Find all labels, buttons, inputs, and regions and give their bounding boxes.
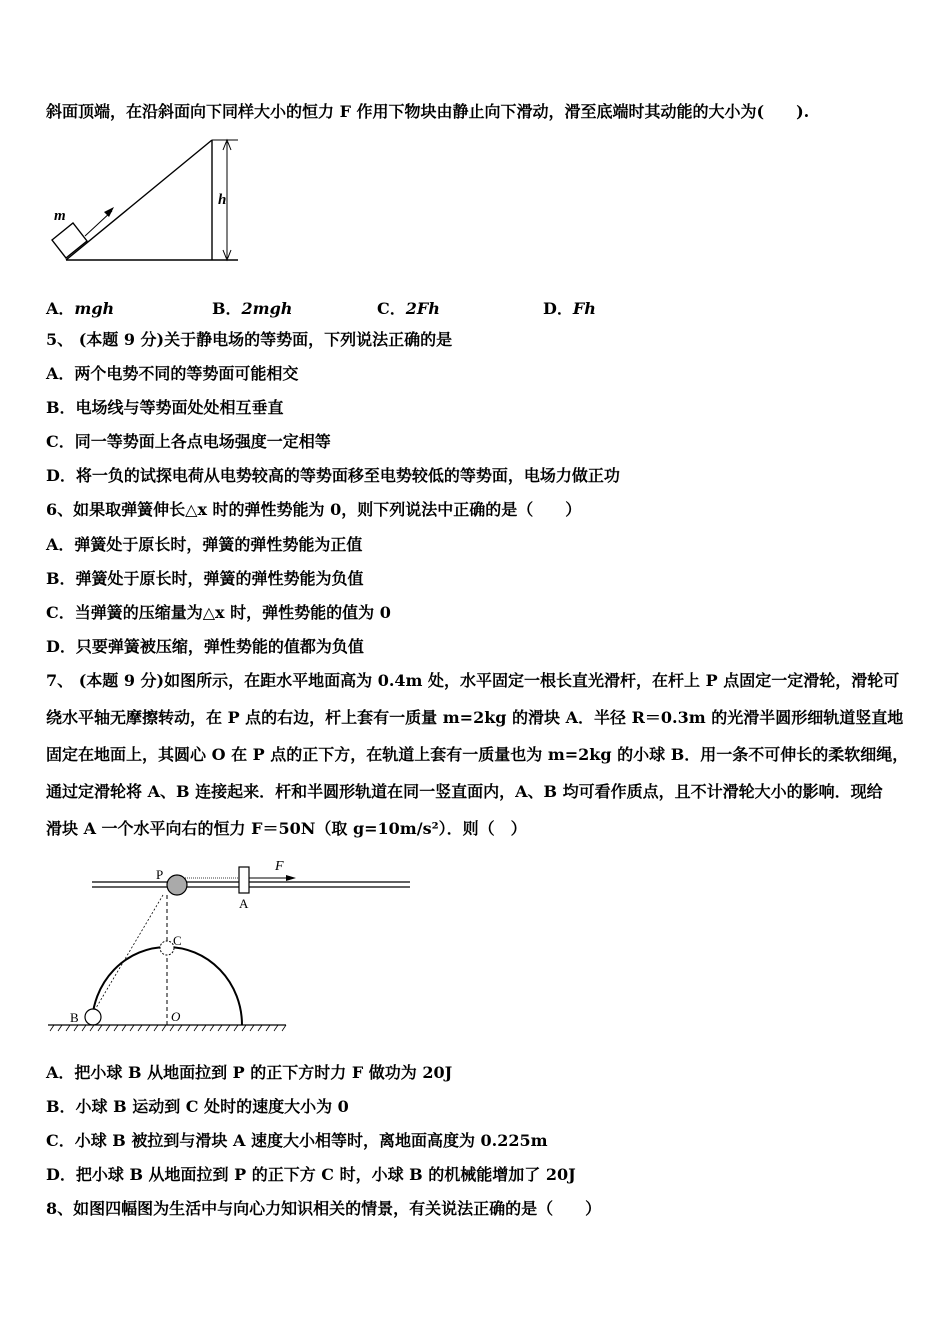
q6-stem: 6、如果取弹簧伸长△x 时的弹性势能为 0，则下列说法中正确的是（ ） [46, 500, 582, 519]
q6-option-a[interactable]: A．弹簧处于原长时，弹簧的弹性势能为正值 [46, 535, 363, 554]
q5-option-d[interactable]: D．将一负的试探电荷从电势较高的等势面移至电势较低的等势面，电场力做正功 [46, 466, 620, 485]
pulley-track-figure [46, 855, 416, 1040]
label-o: O [171, 1009, 181, 1024]
label-p: P [156, 867, 164, 882]
q6-option-b[interactable]: B．弹簧处于原长时，弹簧的弹性势能为负值 [46, 569, 364, 588]
q7-option-a[interactable]: A．把小球 B 从地面拉到 P 的正下方时力 F 做功为 20J [46, 1063, 453, 1082]
q8-stem: 8、如图四幅图为生活中与向心力知识相关的情景，有关说法正确的是（ ） [46, 1199, 602, 1218]
q7-stem-line-4: 通过定滑轮将 A、B 连接起来．杆和半圆形轨道在同一竖直面内，A、B 均可看作质点，且不计滑轮大小的影响．现给 [46, 782, 883, 801]
q7-option-d[interactable]: D．把小球 B 从地面拉到 P 的正下方 C 时，小球 B 的机械能增加了 20J [46, 1165, 576, 1184]
q5-option-c[interactable]: C．同一等势面上各点电场强度一定相等 [46, 432, 331, 451]
q5-option-b[interactable]: B．电场线与等势面处处相互垂直 [46, 398, 284, 417]
height-label: h [218, 192, 227, 208]
q4-option-b[interactable]: B．2mgh [212, 299, 293, 318]
q7-stem-line-1: 7、 (本题 9 分)如图所示，在距水平地面高为 0.4m 处，水平固定一根长直光滑杆，在杆上 P 点固定一定滑轮，滑轮可 [46, 671, 900, 690]
q7-stem-line-5: 滑块 A 一个水平向右的恒力 F＝50N（取 g=10m/s²）．则（ ） [46, 819, 527, 838]
q5-stem: 5、 (本题 9 分)关于静电场的等势面，下列说法正确的是 [46, 330, 453, 349]
q4-stem-tail: 斜面顶端，在沿斜面向下同样大小的恒力 F 作用下物块由静止向下滑动，滑至底端时其动能的大小为( ). [46, 102, 810, 121]
q4-option-d[interactable]: D．Fh [543, 299, 596, 318]
label-f: F [275, 859, 284, 874]
q4-option-a[interactable]: A．mgh [46, 299, 115, 318]
q5-option-a[interactable]: A．两个电势不同的等势面可能相交 [46, 364, 299, 383]
q7-stem-line-3: 固定在地面上，其圆心 O 在 P 点的正下方，在轨道上套有一质量也为 m=2kg 的小球 B．用一条不可伸长的柔软细绳， [46, 745, 909, 764]
label-c: C [173, 933, 182, 948]
q7-option-b[interactable]: B．小球 B 运动到 C 处时的速度大小为 0 [46, 1097, 349, 1116]
q4-option-c[interactable]: C．2Fh [377, 299, 440, 318]
q6-option-c[interactable]: C．当弹簧的压缩量为△x 时，弹性势能的值为 0 [46, 603, 391, 622]
q7-stem-line-2: 绕水平轴无摩擦转动，在 P 点的右边，杆上套有一质量 m=2kg 的滑块 A．半径 R＝0.3m 的光滑半圆形细轨道竖直地 [46, 708, 904, 727]
incline-figure [46, 134, 246, 269]
label-b: B [70, 1010, 79, 1025]
mass-label: m [54, 208, 66, 224]
label-a: A [239, 896, 249, 911]
q7-option-c[interactable]: C．小球 B 被拉到与滑块 A 速度大小相等时，离地面高度为 0.225m [46, 1131, 548, 1150]
q6-option-d[interactable]: D．只要弹簧被压缩，弹性势能的值都为负值 [46, 637, 364, 656]
